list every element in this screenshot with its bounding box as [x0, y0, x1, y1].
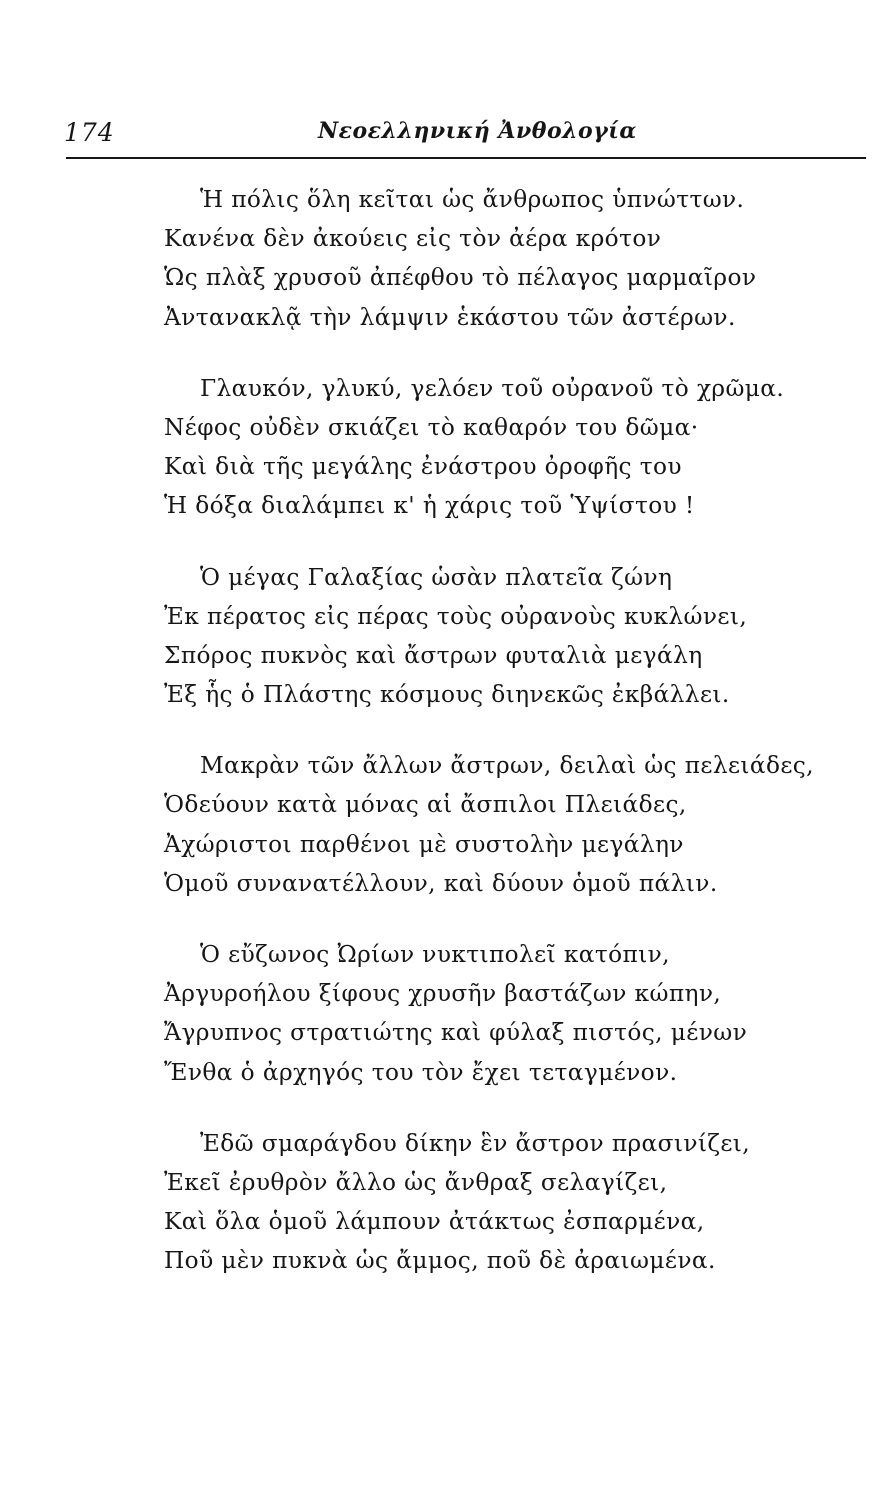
poem-line: Ὁμοῦ συνανατέλλουν, καὶ δύουν ὁμοῦ πάλιν.	[164, 869, 718, 897]
poem-line: Ἡ πόλις ὅλη κεῖται ὡς ἄνθρωπος ὑπνώττων.	[200, 186, 745, 213]
poem-line: Νέφος οὐδὲν σκιάζει τὸ καθαρόν του δῶμα·	[164, 413, 699, 441]
poem-line: Καὶ ὅλα ὁμοῦ λάμπουν ἀτάκτως ἐσπαρμένα,	[164, 1208, 705, 1236]
poem-line: Ἐκεῖ ἐρυθρὸν ἄλλο ὡς ἄνθραξ σελαγίζει,	[164, 1168, 668, 1196]
poem-line: Μακρὰν τῶν ἄλλων ἄστρων, δειλαὶ ὡς πελειάδες,	[200, 752, 814, 780]
poem-line: Ἡ δόξα διαλάμπει κ' ἡ χάρις τοῦ Ὑψίστου !	[164, 492, 695, 520]
poem-line: Ἐκ πέρατος εἰς πέρας τοὺς οὐρανοὺς κυκλώνει,	[164, 602, 748, 630]
poem-line: Ἔνθα ὁ ἀρχηγός του τὸν ἔχει τεταγμένον.	[164, 1058, 678, 1086]
running-title: Νεοελληνική Ἀνθολογία	[318, 118, 637, 144]
poem-line: Ποῦ μὲν πυκνὰ ὡς ἄμμος, ποῦ δὲ ἀραιωμένα.	[164, 1247, 716, 1275]
poem-line: Ἀχώριστοι παρθένοι μὲ συστολὴν μεγάλην	[164, 830, 684, 858]
poem-line: Ἐξ ἧς ὁ Πλάστης κόσμους διηνεκῶς ἐκβάλλει.	[164, 681, 730, 709]
poem-line: Ἀργυροήλου ξίφους χρυσῆν βαστάζων κώπην,	[164, 980, 722, 1008]
poem-line: Ἄγρυπνος στρατιώτης καὶ φύλαξ πιστός, μένων	[164, 1019, 748, 1047]
poem-line: Κανένα δὲν ἀκούεις εἰς τὸν ἀέρα κρότον	[164, 225, 662, 253]
stanza-4	[0, 746, 882, 903]
poem-line: Ὁδεύουν κατὰ μόνας αἱ ἄσπιλοι Πλειάδες,	[164, 791, 687, 819]
poem-line: Γλαυκόν, γλυκύ, γελόεν τοῦ οὐρανοῦ τὸ χρῶμα.	[200, 374, 785, 402]
header-rule	[66, 157, 866, 159]
poem-body	[0, 180, 882, 1313]
poem-line: Ἀντανακλᾷ τὴν λάμψιν ἑκάστου τῶν ἀστέρων.	[164, 303, 736, 331]
stanza-6	[0, 1124, 882, 1281]
stanza-5	[0, 935, 882, 1092]
page-header	[0, 118, 882, 158]
poem-line: Ὁ εὔζωνος Ὠρίων νυκτιπολεῖ κατόπιν,	[200, 941, 670, 968]
page-number: 174	[64, 118, 115, 147]
stanza-3	[0, 558, 882, 715]
poem-line: Ὡς πλὰξ χρυσοῦ ἀπέφθου τὸ πέλαγος μαρμαῖρον	[164, 264, 757, 292]
poem-line: Σπόρος πυκνὸς καὶ ἄστρων φυταλιὰ μεγάλη	[164, 641, 703, 669]
poem-line: Ὁ μέγας Γαλαξίας ὡσὰν πλατεῖα ζώνη	[200, 563, 673, 591]
stanza-2	[0, 369, 882, 526]
stanza-1	[0, 180, 882, 337]
poem-line: Καὶ διὰ τῆς μεγάλης ἐνάστρου ὀροφῆς του	[164, 453, 682, 481]
poem-line: Ἐδῶ σμαράγδου δίκην ἓν ἄστρον πρασινίζει,	[200, 1129, 751, 1157]
